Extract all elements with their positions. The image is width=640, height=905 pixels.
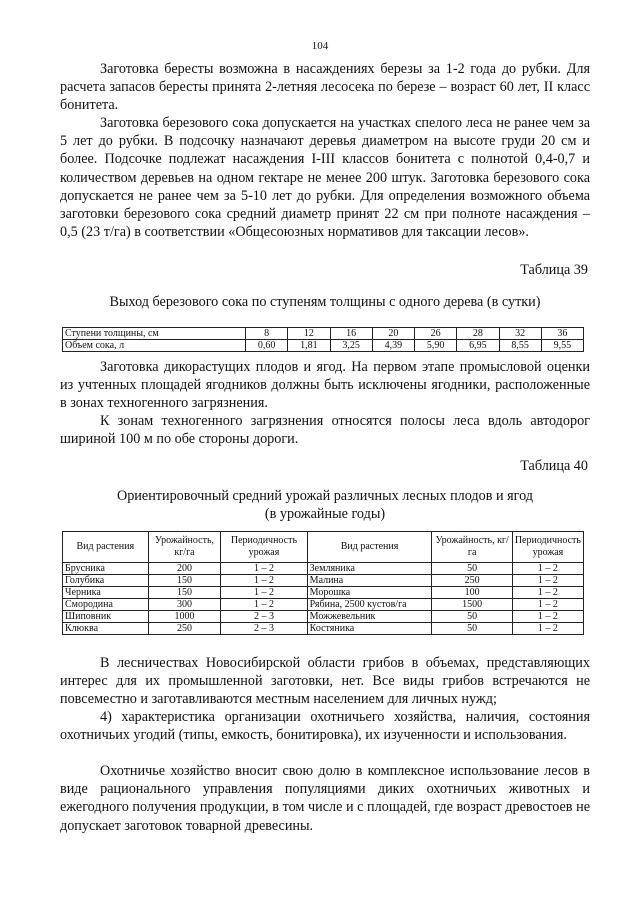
paragraph-text: Заготовка березового сока допускается на участках спелого леса не ранее чем за 5 лет до рубки. В подсочку назначают деревья диаметром на высоте груди 20 см и более. Подсочке подлежат насаждения I-III классов бонитета с полнотой 0,4-0,7 и количеством деревьев на одном гектаре не менее 200 штук. Заготовка березового сока допускается не ранее чем за 5-10 лет до рубки. Для определения возможного объема заготовки березового сока средний диаметр принят 22 см при полноте насаждения – 0,5 (23 т/га) в соответствии «Общесоюзных нормативов для таксации лесов». — [60, 115, 590, 241]
paragraph-mushrooms — [60, 654, 590, 709]
table40 — [62, 531, 584, 635]
table40-cell-period: 1 – 2 — [221, 587, 307, 599]
table39-cell: 8,55 — [499, 340, 541, 352]
table40-header-yield: Урожайность, кг/га — [148, 532, 221, 563]
table40-cell-yield: 150 — [148, 575, 221, 587]
table39-cell: 4,39 — [372, 340, 414, 352]
table40-cell-yield: 100 — [432, 587, 512, 599]
paragraph-text: В лесничествах Новосибирской области грибов в объемах, представляющих интерес для их промышленной заготовки, нет. Все виды грибов встречаются не повсеместно и заготавливаются местным населением для личных нужд; — [60, 655, 590, 708]
table39-label: Таблица 39 — [520, 262, 588, 278]
table-row — [63, 575, 584, 587]
table40-cell-yield: 200 — [148, 563, 221, 575]
table40-cell-yield: 1500 — [432, 599, 512, 611]
table40-cell-period: 2 – 3 — [221, 611, 307, 623]
table40-cell-period: 1 – 2 — [512, 611, 583, 623]
table40-header-period: Периодичность урожая — [512, 532, 583, 563]
table39-title: Выход березового сока по ступеням толщины с одного дерева (в сутки) — [109, 294, 541, 310]
paragraph-text: Заготовка дикорастущих плодов и ягод. На первом этапе промысловой оценки из учтенных площадей ягодников должны быть исключены ягодники, расположенные в зонах техногенного загрязнения. — [60, 359, 590, 412]
table39-cell: 9,55 — [541, 340, 583, 352]
paragraph-pollution-zones — [60, 412, 590, 448]
table40-header-species: Вид растения — [307, 532, 432, 563]
table40-cell-period: 1 – 2 — [221, 563, 307, 575]
table40-cell-yield: 1000 — [148, 611, 221, 623]
table40-cell-period: 1 – 2 — [512, 575, 583, 587]
paragraph-hunting-economy — [60, 762, 590, 835]
table40-cell-name: Малина — [307, 575, 432, 587]
page-number: 104 — [311, 40, 329, 52]
table40-cell-name: Брусника — [63, 563, 149, 575]
table40-cell-yield: 50 — [432, 563, 512, 575]
table40-cell-name: Черника — [63, 587, 149, 599]
table-row — [63, 611, 584, 623]
table39-cell: 6,95 — [457, 340, 499, 352]
table40-cell-period: 1 – 2 — [512, 599, 583, 611]
table40-cell-name: Шиповник — [63, 611, 149, 623]
table39-row-label: Ступени толщины, см — [63, 328, 246, 340]
table40-cell-period: 1 – 2 — [512, 563, 583, 575]
table40-cell-period: 1 – 2 — [512, 623, 583, 635]
table40-cell-name: Морошка — [307, 587, 432, 599]
table40-cell-period: 1 – 2 — [512, 587, 583, 599]
table40-cell-period: 1 – 2 — [221, 599, 307, 611]
table40-cell-yield: 250 — [432, 575, 512, 587]
paragraph-text: Охотничье хозяйство вносит свою долю в комплексное использование лесов в виде рационального управления популяциями диких охотничьих животных и ежегодного получения продукции, в том числе и с площадей, где возраст древостоев не допускает заготовок товарной древесины. — [60, 763, 590, 834]
table40-cell-name: Можжевельник — [307, 611, 432, 623]
table-row — [63, 623, 584, 635]
table39-row-label: Объем сока, л — [63, 340, 246, 352]
table40-header-species: Вид растения — [63, 532, 149, 563]
table-row — [63, 563, 584, 575]
table39-row-volumes — [63, 340, 584, 352]
table40-cell-name: Смородина — [63, 599, 149, 611]
table39-cell: 5,90 — [415, 340, 457, 352]
table40-label: Таблица 40 — [520, 458, 588, 474]
paragraph-text: К зонам техногенного загрязнения относятся полосы леса вдоль автодорог шириной 100 м по обе стороны дороги. — [60, 413, 590, 448]
table40-cell-period: 2 – 3 — [221, 623, 307, 635]
table40-cell-yield: 50 — [432, 623, 512, 635]
table39-cell: 20 — [372, 328, 414, 340]
table40-cell-name: Рябина, 2500 кустов/га — [307, 599, 432, 611]
paragraph-text: Заготовка бересты возможна в насаждениях березы за 1-2 года до рубки. Для расчета запасов бересты принята 2-летняя лесосека по березе – возраст 60 лет, II класс бонитета. — [60, 61, 590, 114]
table40-cell-name: Голубика — [63, 575, 149, 587]
table40-header-period: Периодичность урожая — [221, 532, 307, 563]
table40-cell-yield: 150 — [148, 587, 221, 599]
table40-cell-name: Костяника — [307, 623, 432, 635]
paragraph-birch-sap — [60, 114, 590, 241]
table39-cell: 26 — [415, 328, 457, 340]
table39 — [62, 327, 584, 352]
table39-cell: 0,60 — [246, 340, 288, 352]
paragraph-birch-bark — [60, 60, 590, 115]
table-row — [63, 599, 584, 611]
table40-title-line1: Ориентировочный средний урожай различных лесных плодов и ягод — [116, 488, 534, 504]
table40-cell-yield: 300 — [148, 599, 221, 611]
table39-cell: 16 — [330, 328, 372, 340]
paragraph-berries — [60, 358, 590, 413]
paragraph-text: 4) характеристика организации охотничьего хозяйства, наличия, состояния охотничьих угодий (типы, емкость, бонитировка), их изученности и использования. — [60, 709, 590, 744]
table-row — [63, 587, 584, 599]
table40-cell-name: Земляника — [307, 563, 432, 575]
table40-cell-yield: 250 — [148, 623, 221, 635]
table39-row-diameters — [63, 328, 584, 340]
table39-cell: 36 — [541, 328, 583, 340]
table39-cell: 3,25 — [330, 340, 372, 352]
table40-title-line2: (в урожайные годы) — [264, 506, 386, 522]
table39-cell: 32 — [499, 328, 541, 340]
table40-cell-period: 1 – 2 — [221, 575, 307, 587]
table39-cell: 8 — [246, 328, 288, 340]
table40-header-yield: Урожайность, кг/га — [432, 532, 512, 563]
table40-header-row — [63, 532, 584, 563]
table39-cell: 1,81 — [288, 340, 330, 352]
table40-cell-yield: 50 — [432, 611, 512, 623]
table39-cell: 12 — [288, 328, 330, 340]
table40-cell-name: Клюква — [63, 623, 149, 635]
table39-cell: 28 — [457, 328, 499, 340]
paragraph-hunting-characteristics — [60, 708, 590, 744]
